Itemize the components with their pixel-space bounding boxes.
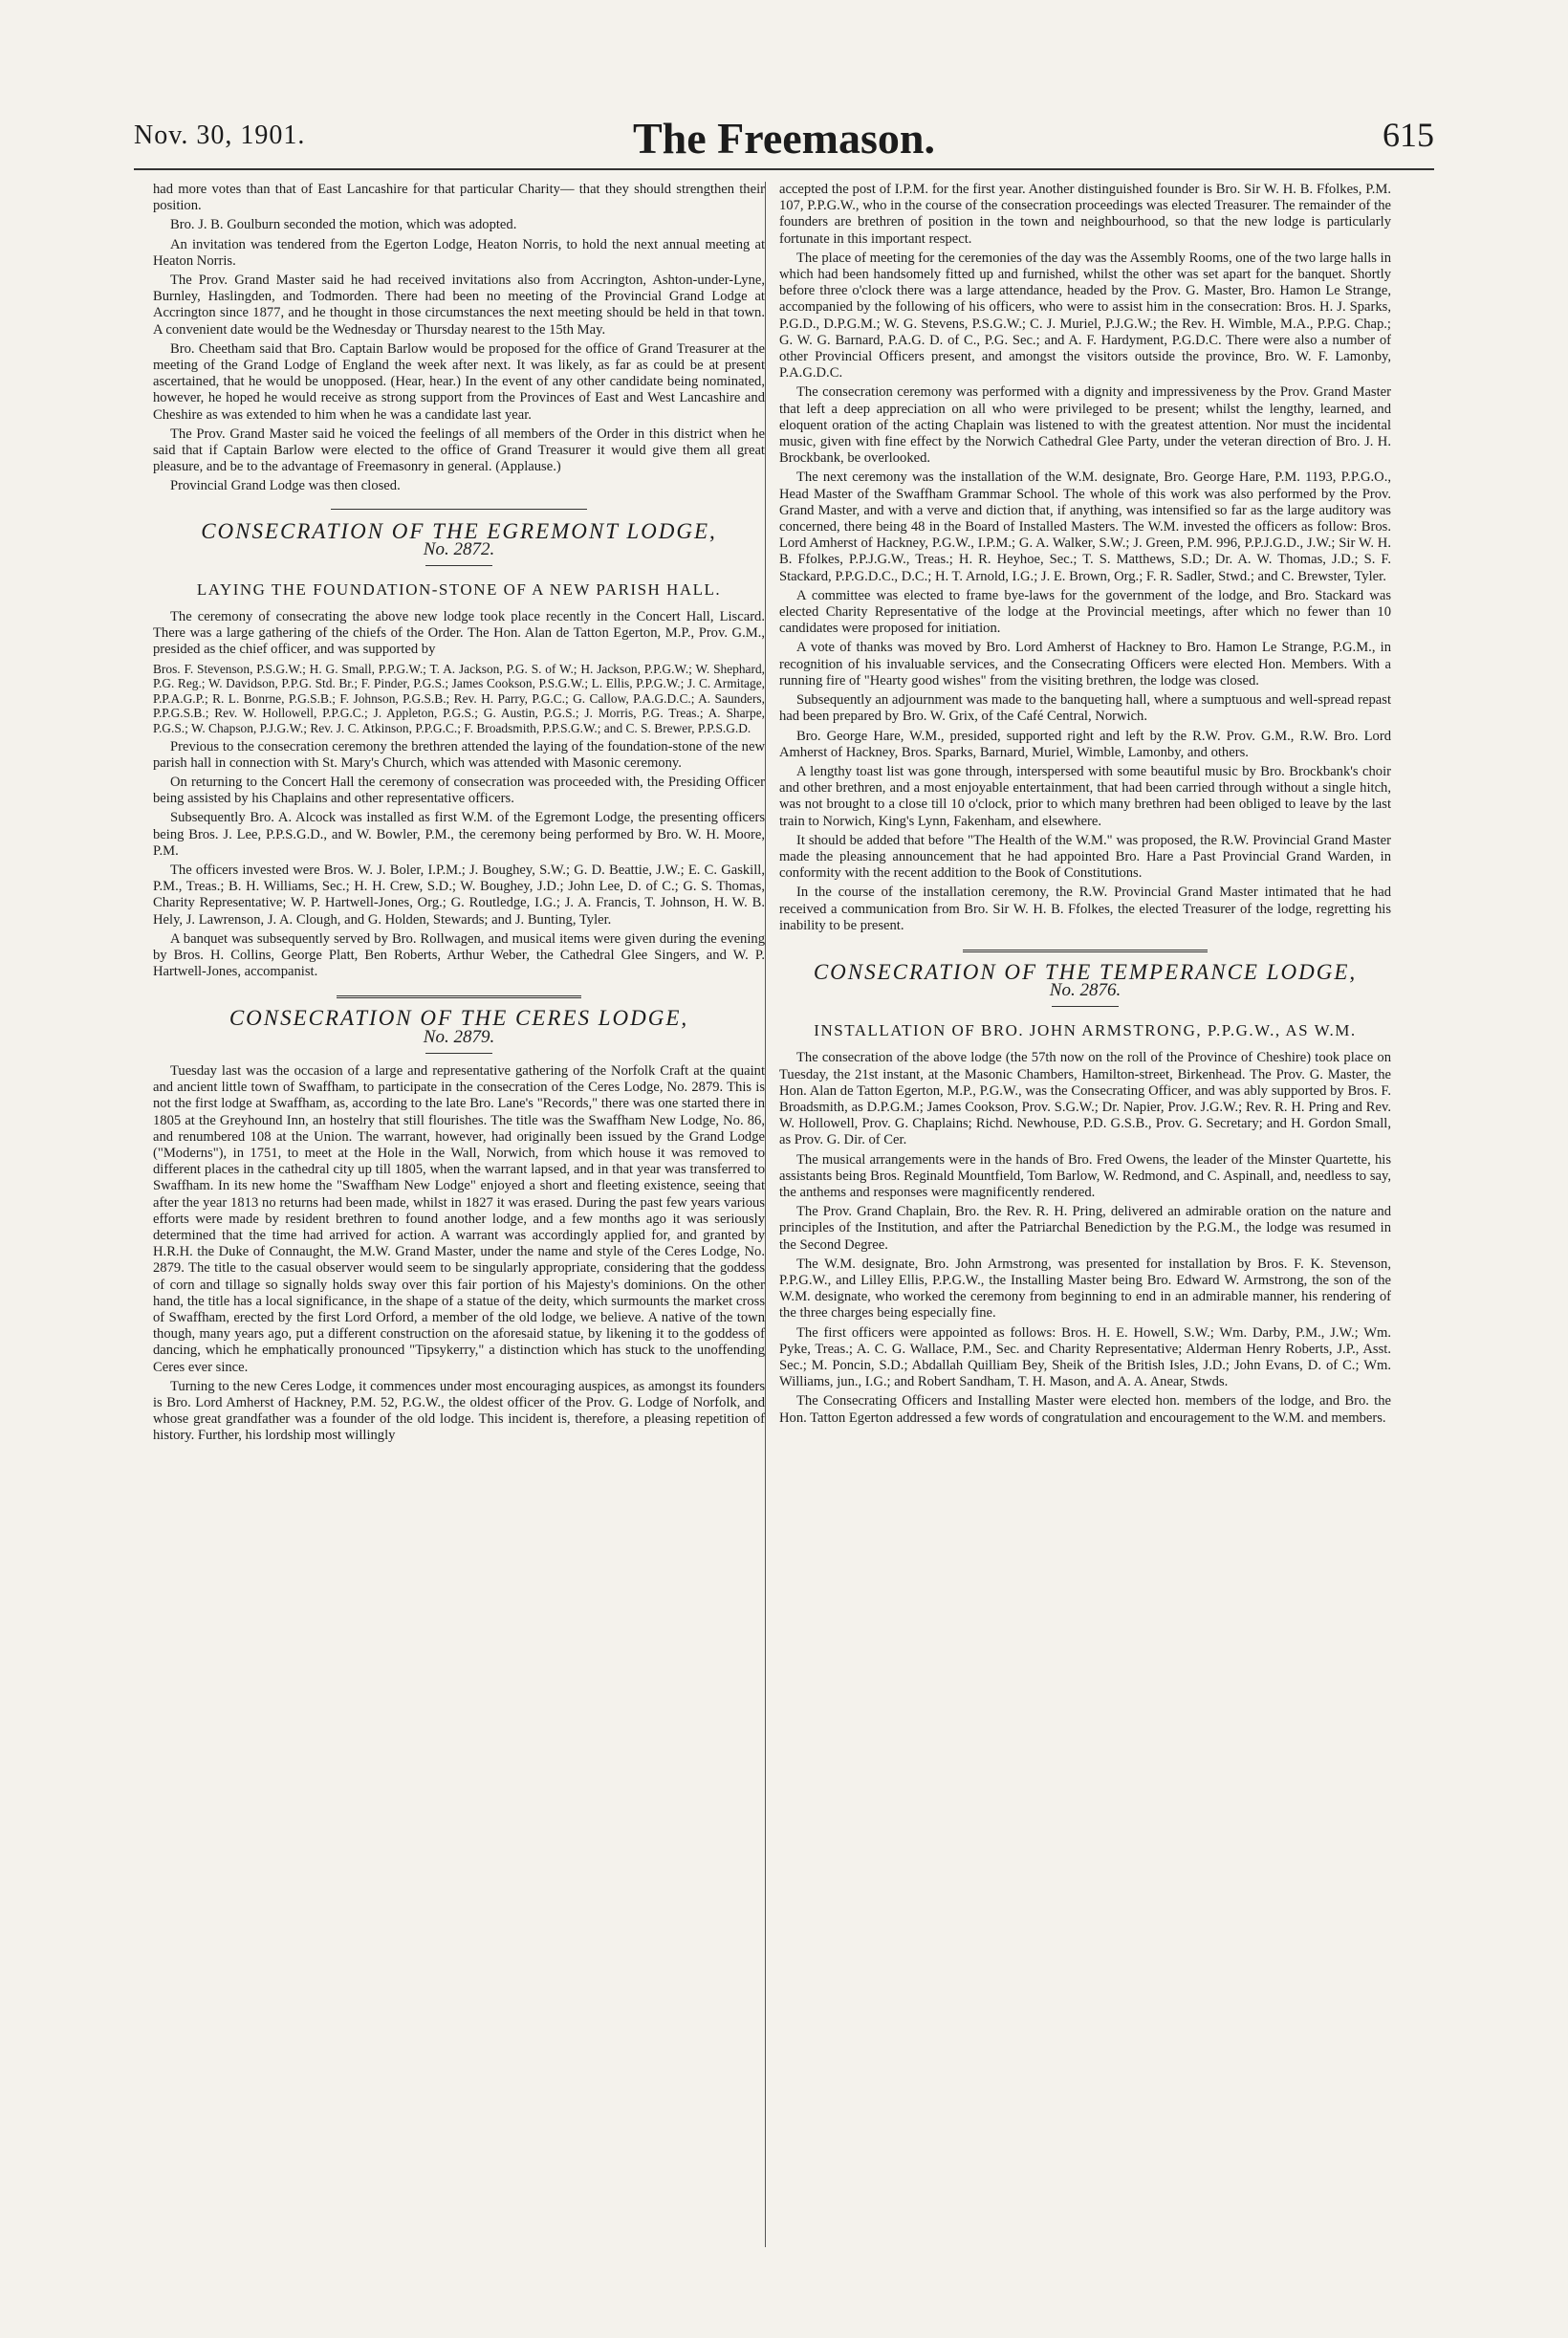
paragraph: The W.M. designate, Bro. John Armstrong, was presented for installation by Bros. F. K. Stevenson, P.P.G.W., and Lilley Ellis, P.P.G.W., the Installing Master being Bro. Edward W. Armstrong, the son of the W.M. designate, who worked the ceremony from beginning to end in an admirable manner, his rendering of the three charges being especially fine. <box>779 1256 1391 1322</box>
issue-date: Nov. 30, 1901. <box>134 120 306 150</box>
paragraph: The Prov. Grand Chaplain, Bro. the Rev. R. H. Pring, delivered an admirable oration on the nature and principles of the Institution, and after the Patriarchal Benediction by the P.G.M., the lodge was resumed in the Second Degree. <box>779 1204 1391 1253</box>
paragraph: Subsequently Bro. A. Alcock was installed as first W.M. of the Egremont Lodge, the presenting officers being Bros. J. Lee, P.P.S.G.D., and W. Bowler, P.M., the ceremony being performed by Bro. W. H. Moore, P.M. <box>153 810 765 859</box>
section-divider <box>337 995 581 998</box>
paragraph: Bro. Cheetham said that Bro. Captain Barlow would be proposed for the office of Grand Treasurer at the meeting of the Grand Lodge of England the week after next. It was likely, as far as could be at present ascertained, that he would be unopposed. (Hear, hear.) In the event of any other candidate being nominated, however, he hoped he would receive as strong support from the Provinces of East and West Lancashire and Cheshire as was extended to him when he was a candidate last year. <box>153 340 765 423</box>
paragraph: An invitation was tendered from the Egerton Lodge, Heaton Norris, to hold the next annual meeting at Heaton Norris. <box>153 236 765 269</box>
paragraph: The next ceremony was the installation of the W.M. designate, Bro. George Hare, P.M. 1193, P.P.G.O., Head Master of the Swaffham Grammar School. The whole of this work was also performed by the Prov. Grand Master, and with a verve and diction that, if anything, was intensified so far as the large auditory was concerned, there being 48 in the Board of Installed Masters. The W.M. invested the officers as follow: Bros. Lord Amherst of Hackney, P.G.W., I.P.M.; G. A. Walker, S.W.; J. Green, P.M. 996, P.P.J.G.D., J.W.; Sir W. H. B. Ffolkes, P.P.J.G.W., Treas.; H. R. Heyhoe, Sec.; T. S. Matthews, S.D.; Dr. A. W. Thomas, J.D.; S. F. Stackard, P.P.G.D.C., D.C.; H. T. Arnold, I.G.; J. E. Brown, Org.; F. R. Sadler, Stwd.; and C. Brewster, Tyler. <box>779 470 1391 584</box>
paragraph: had more votes than that of East Lancashire for that particular Charity— that they should strengthen their position. <box>153 182 765 214</box>
short-divider <box>425 1053 492 1054</box>
section-divider <box>963 950 1208 952</box>
paragraph: A banquet was subsequently served by Bro. Rollwagen, and musical items were given during the evening by Bros. H. Collins, George Platt, Ben Roberts, Arthur Weber, the Cathedral Glee Singers, and W. P. Hartwell-Jones, accompanist. <box>153 930 765 980</box>
section-subtitle: INSTALLATION OF BRO. JOHN ARMSTRONG, P.P.G.W., AS W.M. <box>814 1021 1357 1040</box>
paragraph: The consecration of the above lodge (the 57th now on the roll of the Province of Cheshire) took place on Tuesday, the 21st instant, at the Masonic Chambers, Hamilton-street, Birkenhead. The Prov. G. Master, the Hon. Alan de Tatton Egerton, M.P., P.G.W., was the Consecrating Officer, and was ably supported by Bros. F. Broadsmith, as D.P.G.M.; James Cookson, Prov. S.G.W.; Dr. Napier, Prov. J.G.W.; Rev. R. H. Pring and Rev. W. Hollowell, Prov. G. Chaplains; Richd. Newhouse, P.D. G.S.B., Prov. G. Secretary; and H. Gordon Small, as Prov. G. Dir. of Cer. <box>779 1050 1391 1148</box>
paragraph: The musical arrangements were in the hands of Bro. Fred Owens, the leader of the Minster Quartette, his assistants being Bros. Reginald Mountfield, Tom Barlow, W. Redmond, and C. Aspinall, and, needless to say, the anthems and responses were magnificently rendered. <box>779 1151 1391 1200</box>
paragraph: Subsequently an adjournment was made to the banqueting hall, where a sumptuous and well-spread repast had been prepared by Bro. W. Grix, of the Café Central, Norwich. <box>779 692 1391 725</box>
paragraph: Bro. J. B. Goulburn seconded the motion, which was adopted. <box>170 217 517 233</box>
paragraph: Turning to the new Ceres Lodge, it commences under most encouraging auspices, as amongst its founders is Bro. Lord Amherst of Hackney, P.M. 52, P.G.W., the oldest officer of the Prov. G. Lodge of Norfolk, and whose great grandfather was a founder of the old lodge. This incident is, therefore, a pleasing repetition of history. Further, his lordship most willingly <box>153 1378 765 1444</box>
lodge-number: No. 2879. <box>423 1026 495 1047</box>
page-number: 615 <box>1383 116 1434 154</box>
short-divider <box>425 565 492 566</box>
paragraph: In the course of the installation ceremony, the R.W. Provincial Grand Master intimated that he had received a communication from Bro. Sir W. H. B. Ffolkes, the elected Treasurer of the lodge, regretting his inability to be present. <box>779 885 1391 933</box>
lodge-number: No. 2872. <box>423 538 495 559</box>
paragraph: The consecration ceremony was performed with a dignity and impressiveness by the Prov. Grand Master that left a deep appreciation on all who were privileged to be present; whilst the lengthy, learned, and eloquent oration of the acting Chaplain was listened to with the greatest attention. Nor must the incidental music, given with fine effect by the Norwich Cathedral Glee Party, under the veteran direction of Bro. J. H. Brockbank, be overlooked. <box>779 384 1391 467</box>
paragraph: Tuesday last was the occasion of a large and representative gathering of the Norfolk Craft at the quaint and ancient little town of Swaffham, to participate in the consecration of the Ceres Lodge, No. 2879. This is not the first lodge at Swaffham, as, according to the late Bro. Lane's "Records," there was one started there in 1805 at the Greyhound Inn, an hostelry that still flourishes. The title was the Swaffham New Lodge, No. 86, and renumbered 108 at the Union. The warrant, however, had originally been issued by the Grand Lodge ("Moderns"), in 1751, to meet at the Hole in the Wall, Norwich, from which house it was removed to different places in the cathedral city up till 1805, when the warrant lapsed, and in that year was transferred to Swaffham. In its new home the "Swaffham New Lodge" enjoyed a short and fleeting existence, seeing that after the year 1813 no returns had been made, whilst in 1827 it was erased. During the past few years various efforts were made by resident brethren to found another lodge, and a few months ago it was seriously determined that the time had arrived for action. A warrant was accordingly applied for, and granted by H.R.H. the Duke of Connaught, the M.W. Grand Master, under the name and style of the Ceres Lodge, No. 2879. The title to the casual observer would seem to be singularly appropriate, considering that the goddess of corn and tillage so signally holds sway over this fair portion of his Majesty's dominions. On the other hand, the title has a local significance, in the shape of a statue of the deity, which surmounts the market cross of Swaffham, erected by the first Lord Orford, a member of the old lodge, we believe. A native of the town though, many years ago, put a different construction on the aforesaid statue, by likening it to the goddess of dancing, which he emphatically pronounced "Tipsykerry," a distinction which has stuck to the unoffending Ceres ever since. <box>153 1062 765 1375</box>
masthead-title: The Freemason. <box>632 114 935 163</box>
section-title-temperance: CONSECRATION OF THE TEMPERANCE LODGE, <box>813 959 1358 984</box>
paragraph: accepted the post of I.P.M. for the first year. Another distinguished founder is Bro. Sir W. H. B. Ffolkes, P.M. 107, P.P.G.W., who in the course of the consecration proceedings was elected Treasurer. The remainder of the founders are brethren of position in the town and neighbourhood, so that the new lodge is particularly fortunate in this important respect. <box>779 182 1391 247</box>
paragraph: A committee was elected to frame bye-laws for the government of the lodge, and Bro. Stackard was elected Charity Representative of the lodge at the Provincial meetings, after which no fewer than 10 candidates were proposed for initiation. <box>779 587 1391 637</box>
paragraph: A vote of thanks was moved by Bro. Lord Amherst of Hackney to Bro. Hamon Le Strange, P.G.M., in recognition of his invaluable services, and the Consecrating Officers were elected Hon. Members. With a running fire of "Hearty good wishes" from the visiting brethren, the lodge was closed. <box>779 640 1391 688</box>
paragraph: It should be added that before "The Health of the W.M." was proposed, the R.W. Provincial Grand Master made the pleasing announcement that he had appointed Bro. Hare a Past Provincial Grand Warden, in conformity with the recent addition to the Book of Constitutions. <box>779 832 1391 882</box>
paragraph: On returning to the Concert Hall the ceremony of consecration was proceeded with, the Presiding Officer being assisted by his Chaplains and other representative officers. <box>153 775 765 807</box>
section-subtitle: LAYING THE FOUNDATION-STONE OF A NEW PARISH HALL. <box>196 580 722 600</box>
paragraph: A lengthy toast list was gone through, interspersed with some beautiful music by Bro. Brockbank's choir and other brethren, and a most enjoyable entertainment, that had been carried through without a single hitch, was not brought to a close till 10 o'clock, prior to which many brethren had been obliged to leave by the last train to Norwich, King's Lynn, Fakenham, and elsewhere. <box>779 763 1391 829</box>
paragraph: The Prov. Grand Master said he voiced the feelings of all members of the Order in this district when he said that if Captain Barlow were elected to the office of Grand Treasurer it would give them all great pleasure, and be to the advantage of Freemasonry in general. (Applause.) <box>153 426 765 475</box>
paragraph: The Consecrating Officers and Installing Master were elected hon. members of the lodge, and Bro. the Hon. Tatton Egerton addressed a few words of congratulation and encouragement to the W.M. and members. <box>779 1393 1391 1426</box>
right-column <box>779 182 1391 1430</box>
paragraph: Bro. George Hare, W.M., presided, supported right and left by the R.W. Prov. G.M., R.W. Bro. Lord Amherst of Hackney, Bros. Sparks, Barnard, Muriel, Wimble, Lamonby, and others. <box>779 728 1391 760</box>
paragraph: The Prov. Grand Master said he had received invitations also from Accrington, Ashton-under-Lyne, Burnley, Haslingden, and Todmorden. There had been no meeting of the Provincial Grand Lodge at Accrington since 1877, and he thought in those circumstances the next meeting should be held in that town. A convenient date would be the Wednesday or Thursday nearest to the 15th May. <box>153 273 765 338</box>
short-divider <box>1052 1006 1119 1007</box>
column-rule <box>765 182 766 2247</box>
paragraph: The ceremony of consecrating the above new lodge took place recently in the Concert Hall, Liscard. There was a large gathering of the chiefs of the Order. The Hon. Alan de Tatton Egerton, M.P., Prov. G.M., presided as the chief officer, and was supported by <box>153 609 765 658</box>
paragraph: The place of meeting for the ceremonies of the day was the Assembly Rooms, one of the two large halls in which had been handsomely fitted up and furnished, whilst the other was set apart for the banquet. Shortly before three o'clock there was a large attendance, headed by the Prov. G. Master, Bro. Hamon Le Strange, accompanied by the following of his officers, who were to assist him in the consecration: Bros. H. J. Sparks, P.G.D., D.P.G.M.; W. G. Stevens, P.S.G.W.; C. J. Muriel, P.J.G.W.; the Rev. H. Wimble, M.A., P.P.G. Chap.; G. W. G. Barnard, P.A.G. D. of C., P.G. Sec.; and A. F. Hardyment, P.G.D.C. There were also a number of other Provincial Officers present, and amongst the visitors outside the province, Bro. W. F. Lamonby, P.A.G.D.C. <box>779 250 1391 382</box>
section-divider <box>331 509 588 510</box>
paragraph: The first officers were appointed as follows: Bros. H. E. Howell, S.W.; Wm. Darby, P.M., J.W.; Wm. Pyke, Treas.; A. C. G. Wallace, P.M., Sec. and Charity Representative; Alderman Henry Roberts, J.P., Asst. Sec.; M. Poncin, S.D.; Abdallah Quilliam Bey, Sheik of the British Isles, J.D.; John Evans, D. of C.; Wm. Williams, jun., I.G.; and Robert Sandham, T. H. Mason, and A. A. Anear, Stwds. <box>779 1324 1391 1390</box>
paragraph: The officers invested were Bros. W. J. Boler, I.P.M.; J. Boughey, S.W.; G. D. Beattie, J.W.; E. C. Gaskill, P.M., Treas.; B. H. Williams, Sec.; H. H. Crew, S.D.; W. Boughey, J.D.; John Lee, D. of C.; G. S. Thomas, Charity Representative; W. P. Hartwell-Jones, Org.; G. Routledge, I.G.; J. A. Francis, T. Johnson, H. W. B. Hely, J. Lawrenson, J. A. Clough, and G. Holden, Stewards; and J. Bunting, Tyler. <box>153 863 765 928</box>
paragraph: Provincial Grand Lodge was then closed. <box>170 478 401 494</box>
left-column <box>153 182 765 1448</box>
header-rule <box>134 168 1434 170</box>
section-title-ceres: CONSECRATION OF THE CERES LODGE, <box>229 1006 689 1031</box>
section-title-egremont: CONSECRATION OF THE EGREMONT LODGE, <box>201 518 717 543</box>
paragraph: Previous to the consecration ceremony the brethren attended the laying of the foundation-stone of the new parish hall in connection with St. Mary's Church, which was attended with Masonic ceremony. <box>153 738 765 771</box>
attendee-list: Bros. F. Stevenson, P.S.G.W.; H. G. Small, P.P.G.W.; T. A. Jackson, P.G. S. of W.; H. Jackson, P.P.G.W.; W. Shephard, P.G. Reg.; W. Davidson, P.P.G. Std. Br.; F. Pinder, P.G.S.; James Cookson, P.S.G.W.; L. Ellis, P.P.G.W.; J. C. Armitage, P.P.A.G.P.; R. L. Bonrne, P.G.S.B.; F. Johnson, P.G.S.B.; Rev. H. Parry, P.G.C.; G. Callow, P.A.G.D.C.; A. Saunders, P.P.G.S.B.; Rev. W. Hollowell, P.P.G.C.; J. Appleton, P.G.S.; G. Austin, P.G.S.; J. Morris, P.G. Treas.; A. Sharpe, P.G.S.; W. Chapson, P.J.G.W.; Rev. J. C. Atkinson, P.P.G.C.; F. Broadsmith, P.P.S.G.W.; and C. S. Brewer, P.P.S.G.D. <box>153 661 765 736</box>
lodge-number: No. 2876. <box>1049 980 1122 1001</box>
page-header <box>134 113 1434 170</box>
